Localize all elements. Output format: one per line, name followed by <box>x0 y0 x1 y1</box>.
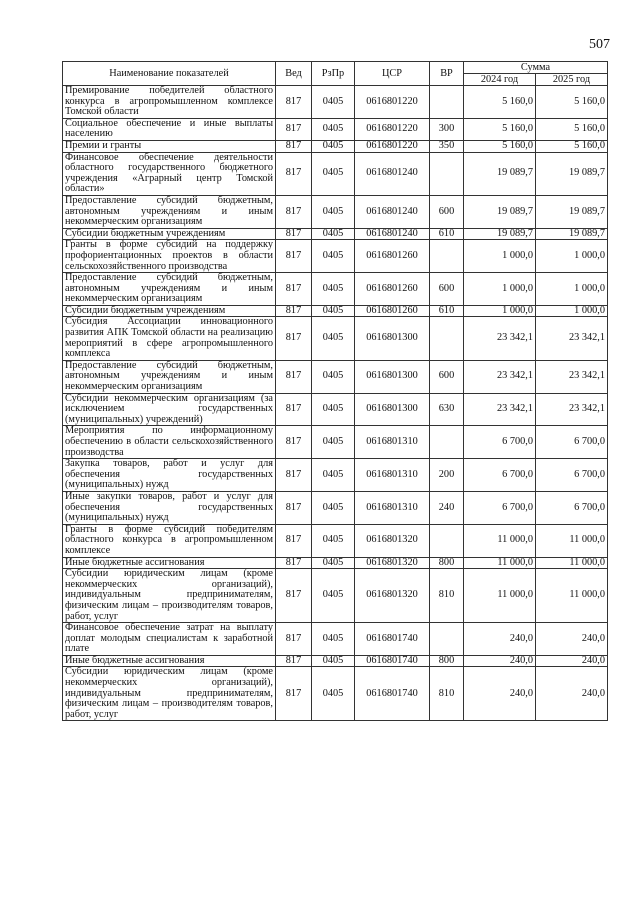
cell-2025: 1 000,0 <box>536 240 608 273</box>
cell-rzpr: 0405 <box>312 240 355 273</box>
cell-2024: 6 700,0 <box>464 491 536 524</box>
cell-name: Гранты в форме субсидий победителям областного конкурса в агропромышленном комплексе <box>63 524 276 557</box>
cell-ved: 817 <box>276 317 312 360</box>
table-row <box>63 623 608 656</box>
cell-rzpr: 0405 <box>312 273 355 306</box>
cell-csr: 0616801260 <box>355 273 430 306</box>
cell-csr: 0616801240 <box>355 152 430 195</box>
header-vr: ВР <box>430 62 464 86</box>
cell-vr <box>430 426 464 459</box>
cell-csr: 0616801220 <box>355 86 430 119</box>
budget-table <box>62 61 608 721</box>
cell-2024: 6 700,0 <box>464 459 536 492</box>
cell-vr <box>430 524 464 557</box>
cell-vr: 200 <box>430 459 464 492</box>
cell-name: Закупка товаров, работ и услуг для обеспечения государственных (муниципальных) нужд <box>63 459 276 492</box>
cell-2025: 240,0 <box>536 667 608 721</box>
cell-2024: 11 000,0 <box>464 569 536 623</box>
cell-ved: 817 <box>276 491 312 524</box>
table-body <box>63 86 608 721</box>
cell-rzpr: 0405 <box>312 118 355 140</box>
cell-name: Финансовое обеспечение затрат на выплату доплат молодым специалистам к заработной плате <box>63 623 276 656</box>
header-year-2024: 2024 год <box>464 74 536 86</box>
cell-2024: 23 342,1 <box>464 393 536 426</box>
cell-2024: 11 000,0 <box>464 557 536 569</box>
cell-2025: 11 000,0 <box>536 524 608 557</box>
cell-vr: 600 <box>430 360 464 393</box>
cell-vr <box>430 317 464 360</box>
cell-ved: 817 <box>276 86 312 119</box>
cell-rzpr: 0405 <box>312 360 355 393</box>
cell-2024: 5 160,0 <box>464 86 536 119</box>
cell-vr: 610 <box>430 228 464 240</box>
cell-csr: 0616801740 <box>355 623 430 656</box>
cell-rzpr: 0405 <box>312 317 355 360</box>
page-number: 507 <box>589 37 610 52</box>
cell-ved: 817 <box>276 459 312 492</box>
cell-ved: 817 <box>276 360 312 393</box>
cell-vr: 800 <box>430 557 464 569</box>
cell-2025: 11 000,0 <box>536 557 608 569</box>
cell-csr: 0616801320 <box>355 524 430 557</box>
cell-2024: 19 089,7 <box>464 195 536 228</box>
table-row <box>63 152 608 195</box>
cell-name: Субсидии юридическим лицам (кроме некоммерческих организаций), индивидуальным предпринимателям, физическим лицам – производителям товаров, работ, услуг <box>63 667 276 721</box>
table-row <box>63 459 608 492</box>
table-row <box>63 118 608 140</box>
cell-csr: 0616801240 <box>355 228 430 240</box>
cell-2025: 19 089,7 <box>536 228 608 240</box>
cell-ved: 817 <box>276 273 312 306</box>
table-row <box>63 557 608 569</box>
table-row <box>63 393 608 426</box>
cell-2025: 19 089,7 <box>536 195 608 228</box>
cell-vr: 240 <box>430 491 464 524</box>
cell-2024: 5 160,0 <box>464 140 536 152</box>
table-row <box>63 655 608 667</box>
table-row <box>63 228 608 240</box>
cell-ved: 817 <box>276 426 312 459</box>
cell-name: Субсидия Ассоциации инновационного развития АПК Томской области на реализацию мероприятий в сфере агропромышленного комплекса <box>63 317 276 360</box>
table-row <box>63 86 608 119</box>
cell-name: Предоставление субсидий бюджетным, автономным учреждениям и иным некоммерческим организациям <box>63 195 276 228</box>
cell-csr: 0616801310 <box>355 426 430 459</box>
cell-2024: 11 000,0 <box>464 524 536 557</box>
cell-ved: 817 <box>276 240 312 273</box>
cell-vr: 600 <box>430 195 464 228</box>
header-ved: Вед <box>276 62 312 86</box>
cell-name: Субсидии некоммерческим организациям (за исключением государственных (муниципальных) учреждений) <box>63 393 276 426</box>
cell-name: Гранты в форме субсидий на поддержку профориентационных проектов в области сельскохозяйственного производства <box>63 240 276 273</box>
table-row <box>63 360 608 393</box>
cell-rzpr: 0405 <box>312 305 355 317</box>
cell-ved: 817 <box>276 569 312 623</box>
cell-rzpr: 0405 <box>312 195 355 228</box>
cell-rzpr: 0405 <box>312 426 355 459</box>
table-row <box>63 524 608 557</box>
cell-csr: 0616801310 <box>355 459 430 492</box>
cell-csr: 0616801300 <box>355 393 430 426</box>
cell-vr: 600 <box>430 273 464 306</box>
cell-2025: 240,0 <box>536 623 608 656</box>
cell-vr: 810 <box>430 569 464 623</box>
cell-rzpr: 0405 <box>312 152 355 195</box>
cell-name: Финансовое обеспечение деятельности областного государственного бюджетного учреждения «Аграрный центр Томской области» <box>63 152 276 195</box>
cell-2025: 240,0 <box>536 655 608 667</box>
cell-2024: 1 000,0 <box>464 305 536 317</box>
cell-rzpr: 0405 <box>312 140 355 152</box>
cell-csr: 0616801300 <box>355 317 430 360</box>
table-row <box>63 569 608 623</box>
cell-csr: 0616801300 <box>355 360 430 393</box>
cell-2024: 23 342,1 <box>464 360 536 393</box>
cell-2025: 5 160,0 <box>536 118 608 140</box>
cell-vr: 300 <box>430 118 464 140</box>
cell-2025: 6 700,0 <box>536 491 608 524</box>
cell-csr: 0616801740 <box>355 667 430 721</box>
cell-2025: 1 000,0 <box>536 305 608 317</box>
cell-name: Иные закупки товаров, работ и услуг для обеспечения государственных (муниципальных) нужд <box>63 491 276 524</box>
cell-vr: 630 <box>430 393 464 426</box>
cell-vr: 610 <box>430 305 464 317</box>
cell-vr <box>430 240 464 273</box>
cell-name: Премирование победителей областного конкурса в агропромышленном комплексе Томской области <box>63 86 276 119</box>
cell-rzpr: 0405 <box>312 524 355 557</box>
cell-csr: 0616801320 <box>355 569 430 623</box>
cell-ved: 817 <box>276 140 312 152</box>
cell-2024: 240,0 <box>464 655 536 667</box>
cell-2025: 5 160,0 <box>536 86 608 119</box>
cell-vr <box>430 623 464 656</box>
cell-name: Иные бюджетные ассигнования <box>63 557 276 569</box>
cell-2024: 1 000,0 <box>464 273 536 306</box>
header-sum: Сумма <box>464 62 608 74</box>
cell-2025: 5 160,0 <box>536 140 608 152</box>
cell-2025: 23 342,1 <box>536 317 608 360</box>
cell-rzpr: 0405 <box>312 491 355 524</box>
table-row <box>63 273 608 306</box>
table-row <box>63 426 608 459</box>
cell-csr: 0616801220 <box>355 118 430 140</box>
cell-2024: 240,0 <box>464 623 536 656</box>
cell-2025: 1 000,0 <box>536 273 608 306</box>
cell-rzpr: 0405 <box>312 393 355 426</box>
cell-csr: 0616801220 <box>355 140 430 152</box>
cell-ved: 817 <box>276 195 312 228</box>
cell-2025: 6 700,0 <box>536 459 608 492</box>
cell-2025: 11 000,0 <box>536 569 608 623</box>
cell-name: Субсидии юридическим лицам (кроме некоммерческих организаций), индивидуальным предпринимателям, физическим лицам – производителям товаров, работ, услуг <box>63 569 276 623</box>
cell-name: Иные бюджетные ассигнования <box>63 655 276 667</box>
cell-name: Субсидии бюджетным учреждениям <box>63 228 276 240</box>
cell-ved: 817 <box>276 118 312 140</box>
cell-csr: 0616801310 <box>355 491 430 524</box>
cell-2024: 240,0 <box>464 667 536 721</box>
cell-rzpr: 0405 <box>312 623 355 656</box>
cell-ved: 817 <box>276 393 312 426</box>
cell-ved: 817 <box>276 524 312 557</box>
cell-2024: 23 342,1 <box>464 317 536 360</box>
header-csr: ЦСР <box>355 62 430 86</box>
cell-vr <box>430 86 464 119</box>
cell-name: Премии и гранты <box>63 140 276 152</box>
cell-ved: 817 <box>276 557 312 569</box>
cell-2024: 19 089,7 <box>464 152 536 195</box>
table-row <box>63 305 608 317</box>
cell-name: Предоставление субсидий бюджетным, автономным учреждениям и иным некоммерческим организациям <box>63 273 276 306</box>
cell-name: Социальное обеспечение и иные выплаты населению <box>63 118 276 140</box>
header-year-2025: 2025 год <box>536 74 608 86</box>
cell-name: Мероприятия по информационному обеспечению в области сельскохозяйственного производства <box>63 426 276 459</box>
table-row <box>63 240 608 273</box>
cell-2025: 6 700,0 <box>536 426 608 459</box>
cell-csr: 0616801240 <box>355 195 430 228</box>
cell-ved: 817 <box>276 305 312 317</box>
cell-rzpr: 0405 <box>312 86 355 119</box>
cell-csr: 0616801260 <box>355 305 430 317</box>
cell-csr: 0616801320 <box>355 557 430 569</box>
cell-ved: 817 <box>276 228 312 240</box>
cell-2025: 23 342,1 <box>536 360 608 393</box>
cell-rzpr: 0405 <box>312 667 355 721</box>
cell-ved: 817 <box>276 655 312 667</box>
cell-rzpr: 0405 <box>312 569 355 623</box>
cell-rzpr: 0405 <box>312 228 355 240</box>
cell-rzpr: 0405 <box>312 557 355 569</box>
cell-ved: 817 <box>276 623 312 656</box>
cell-2025: 23 342,1 <box>536 393 608 426</box>
cell-vr: 810 <box>430 667 464 721</box>
cell-2024: 19 089,7 <box>464 228 536 240</box>
table-row <box>63 140 608 152</box>
table-row <box>63 317 608 360</box>
cell-2024: 1 000,0 <box>464 240 536 273</box>
cell-2024: 5 160,0 <box>464 118 536 140</box>
cell-ved: 817 <box>276 152 312 195</box>
header-rzpr: РзПр <box>312 62 355 86</box>
cell-vr: 800 <box>430 655 464 667</box>
table-row <box>63 667 608 721</box>
cell-rzpr: 0405 <box>312 459 355 492</box>
cell-2025: 19 089,7 <box>536 152 608 195</box>
cell-rzpr: 0405 <box>312 655 355 667</box>
cell-2024: 6 700,0 <box>464 426 536 459</box>
cell-name: Субсидии бюджетным учреждениям <box>63 305 276 317</box>
cell-vr: 350 <box>430 140 464 152</box>
header-name: Наименование показателей <box>63 62 276 86</box>
cell-name: Предоставление субсидий бюджетным, автономным учреждениям и иным некоммерческим организациям <box>63 360 276 393</box>
cell-vr <box>430 152 464 195</box>
table-row <box>63 491 608 524</box>
cell-ved: 817 <box>276 667 312 721</box>
cell-csr: 0616801740 <box>355 655 430 667</box>
cell-csr: 0616801260 <box>355 240 430 273</box>
table-row <box>63 195 608 228</box>
